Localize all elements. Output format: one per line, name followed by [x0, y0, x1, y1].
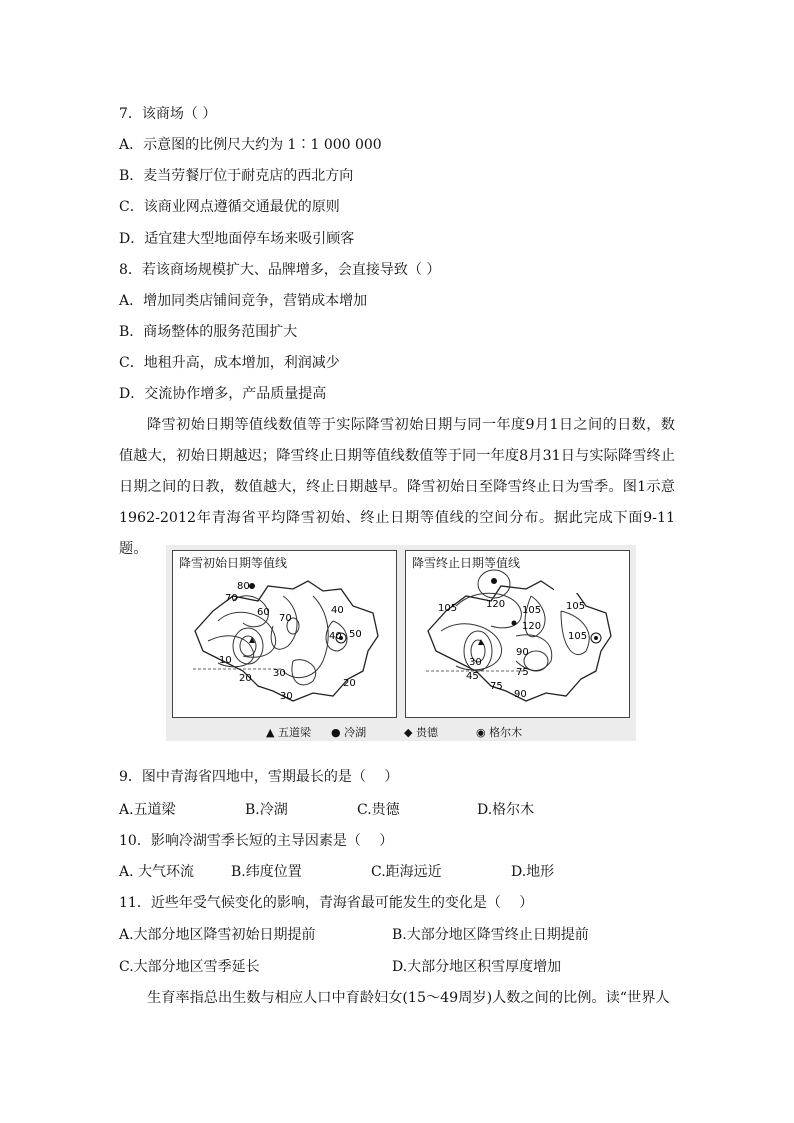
right-label: 105	[522, 605, 542, 616]
left-label: 20	[239, 673, 252, 684]
dot-icon: ●	[331, 726, 341, 739]
right-map-title: 降雪终止日期等值线	[412, 556, 521, 570]
right-label: 90	[514, 689, 527, 700]
intro-paragraph: 降雪初始日期等值线数值等于实际降雪初始日期与同一年度9月1日之间的日数，数值越大，初始日期越迟；降雪终止日期等值线数值等于同一年度8月31日与实际降雪终止日期之间的日教，数值越大，终止日期越早。降雪初始日至降雪终止日为雪季。图1示意1962-2012年青海省平均降雪初始、终止日期等值线的空间分布。据此完成下面9-11题。	[119, 417, 675, 557]
question-10-option-b: B.纬度位置	[231, 864, 302, 880]
left-label: 70	[225, 593, 238, 604]
question-9-option-a: A.五道梁	[119, 802, 176, 818]
question-10-option-a: A. 大气环流	[119, 864, 195, 880]
question-11-stem: 11．近些年受气候变化的影响，青海省最可能发生的变化是（ ）	[119, 895, 534, 911]
left-label: 50	[349, 629, 362, 640]
left-map-panel	[172, 550, 397, 718]
legend-guide: ◆ 贵德	[404, 726, 438, 739]
right-label: 45	[466, 671, 479, 682]
left-label: 60	[257, 607, 270, 618]
left-label: 80	[237, 581, 250, 592]
left-label: 30	[273, 668, 286, 679]
question-11-option-c: C.大部分地区雪季延长	[119, 959, 260, 975]
question-9-option-b: B.冷湖	[245, 802, 288, 818]
question-10-option-d: D.地形	[511, 864, 555, 880]
left-label: 70	[279, 613, 292, 624]
question-7-option-a: A．示意图的比例尺大约为 1∶1 000 000	[119, 137, 382, 153]
question-11-option-b: B.大部分地区降雪终止日期提前	[392, 927, 589, 943]
right-label: 75	[490, 681, 503, 692]
question-9-stem: 9．图中青海省四地中，雪期最长的是（ ）	[119, 769, 399, 785]
question-8-option-b: B．商场整体的服务范围扩大	[119, 324, 298, 340]
right-isoline-map	[406, 551, 628, 716]
snow-date-isoline-figure	[166, 545, 636, 741]
right-label: 90	[516, 647, 529, 658]
diamond-icon: ◆	[404, 726, 413, 739]
question-9-option-c: C.贵德	[357, 802, 400, 818]
question-7-option-c: C．该商业网点遵循交通最优的原则	[119, 199, 340, 215]
question-7-stem: 7．该商场（ ）	[119, 106, 217, 122]
question-7-option-d: D．适宜建大型地面停车场来吸引顾客	[119, 231, 355, 247]
legend-wudaoliang: ▲ 五道梁	[266, 726, 311, 739]
left-isoline-map	[173, 551, 395, 716]
question-8-option-d: D．交流协作增多，产品质量提高	[119, 386, 327, 402]
legend-lenghu: ● 冷湖	[331, 726, 367, 739]
left-label: 20	[343, 678, 356, 689]
left-label: 40	[331, 605, 344, 616]
question-10-option-c: C.距海远近	[371, 864, 442, 880]
question-7-option-b: B．麦当劳餐厅位于耐克店的西北方向	[119, 168, 354, 184]
left-label: 30	[280, 691, 293, 702]
left-label: 10	[219, 655, 232, 666]
right-label: 120	[522, 621, 542, 632]
right-label: 105	[566, 601, 586, 612]
legend-geermu: ◉ 格尔木	[476, 726, 523, 739]
right-label: 30	[469, 657, 482, 668]
question-8-stem: 8．若该商场规模扩大、品牌增多，会直接导致（ ）	[119, 262, 441, 278]
question-11-option-d: D.大部分地区积雪厚度增加	[392, 959, 562, 975]
right-label: 105	[568, 631, 588, 642]
question-8-option-c: C．地租升高，成本增加，利润减少	[119, 355, 340, 371]
right-map-panel	[405, 550, 630, 718]
right-label: 105	[438, 603, 458, 614]
left-label: 40	[329, 631, 342, 642]
question-9-option-d: D.格尔木	[477, 802, 535, 818]
question-8-option-a: A．增加同类店铺间竞争，营销成本增加	[119, 293, 368, 309]
ring-icon: ◉	[476, 726, 486, 739]
left-map-title: 降雪初始日期等值线	[179, 556, 288, 570]
question-10-stem: 10．影响冷湖雪季长短的主导因素是（ ）	[119, 833, 394, 849]
closing-paragraph: 生育率指总出生数与相应人口中育龄妇女(15～49周岁)人数之间的比例。读“世界人	[147, 990, 670, 1006]
question-11-option-a: A.大部分地区降雪初始日期提前	[119, 927, 316, 943]
right-label: 75	[516, 667, 529, 678]
right-label: 120	[486, 599, 506, 610]
triangle-icon: ▲	[266, 726, 275, 739]
